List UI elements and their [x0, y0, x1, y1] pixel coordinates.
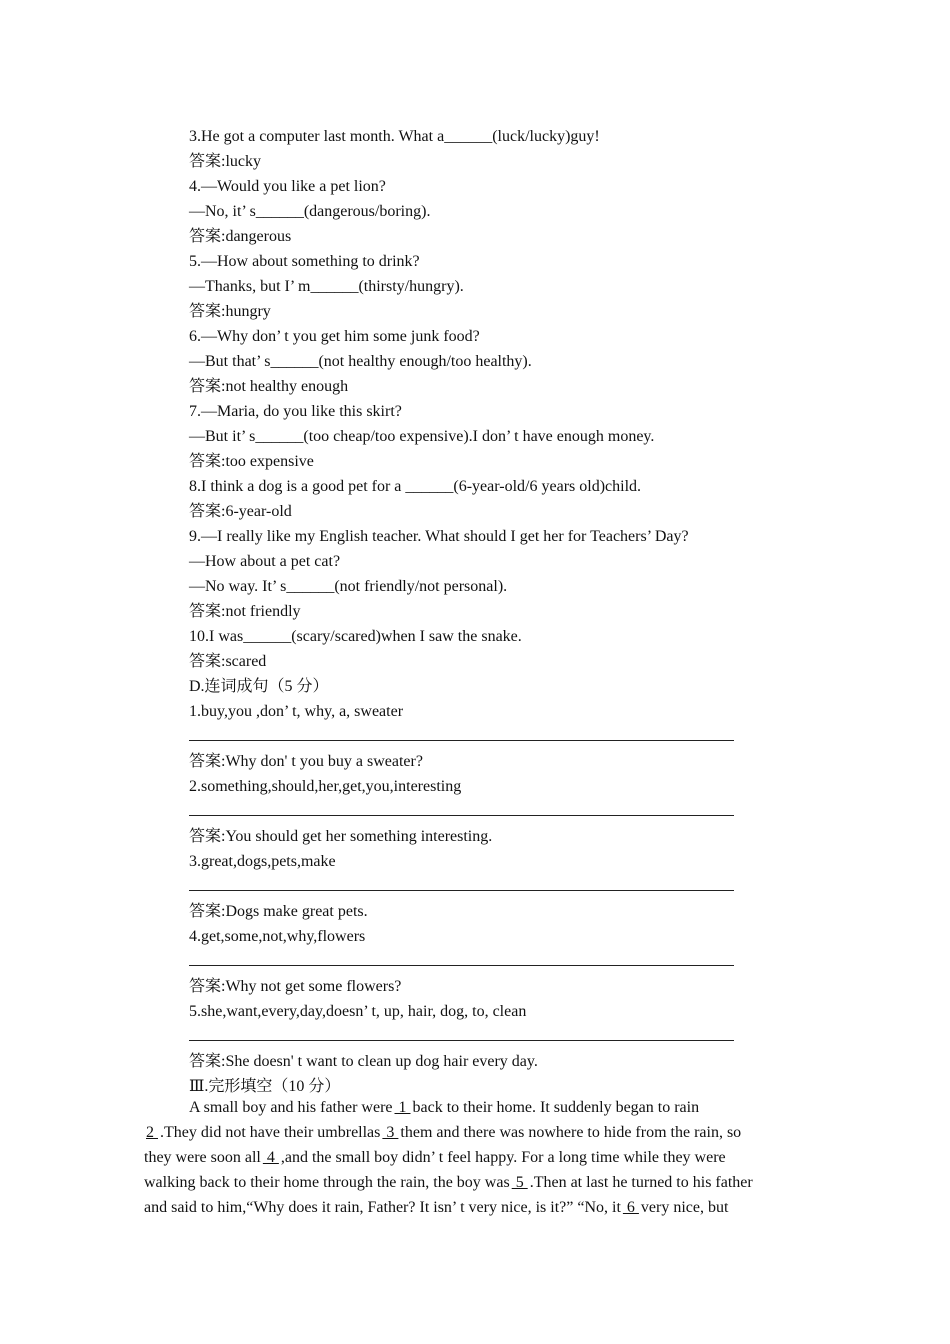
answer-line: 答案:not friendly: [189, 603, 301, 620]
underline-rule: [189, 740, 734, 741]
passage-text: very nice, but: [640, 1199, 729, 1216]
cloze-blank-1: 1: [394, 1099, 411, 1116]
question-line: —But it’ s______(too cheap/too expensive).I don’ t have enough money.: [189, 428, 655, 445]
question-line: 7.—Maria, do you like this skirt?: [189, 403, 402, 420]
answer-line: 答案:too expensive: [189, 453, 314, 470]
underline-rule: [189, 815, 734, 816]
answer-blank-line: [189, 724, 749, 749]
answer-line: 答案:Why don' t you buy a sweater?: [189, 753, 423, 770]
answer-line: 答案:scared: [189, 653, 267, 670]
passage-text: .Then at last he turned to his father: [529, 1174, 753, 1191]
cloze-passage: [144, 1095, 806, 1220]
answer-line: 答案:lucky: [189, 153, 261, 170]
word-order-prompt: 5.she,want,every,day,doesn’ t, up, hair, dog, to, clean: [189, 1003, 527, 1020]
cloze-blank-5: 5: [511, 1174, 528, 1191]
passage-line: [144, 1120, 806, 1145]
passage-text: they were soon all: [144, 1149, 261, 1166]
answer-line: 答案:not healthy enough: [189, 378, 349, 395]
answer-line: 答案:6-year-old: [189, 503, 292, 520]
passage-text: them and there was nowhere to hide from the rain, so: [400, 1124, 742, 1141]
passage-line: [144, 1170, 806, 1195]
passage-line: [144, 1195, 806, 1220]
answer-blank-line: [189, 1024, 749, 1049]
question-line: 3.He got a computer last month. What a______(luck/lucky)guy!: [189, 128, 600, 145]
question-line: 4.—Would you like a pet lion?: [189, 178, 386, 195]
question-line: —Thanks, but I’ m______(thirsty/hungry).: [189, 278, 464, 295]
answer-line: 答案:Why not get some flowers?: [189, 978, 402, 995]
passage-text: ,and the small boy didn’ t feel happy. For a long time while they were: [280, 1149, 726, 1166]
underline-rule: [189, 965, 734, 966]
section-c-exercises: [189, 124, 749, 1099]
question-line: —How about a pet cat?: [189, 553, 341, 570]
passage-text: walking back to their home through the rain, the boy was: [144, 1174, 510, 1191]
word-order-prompt: 3.great,dogs,pets,make: [189, 853, 336, 870]
answer-line: 答案:She doesn' t want to clean up dog hair every day.: [189, 1053, 538, 1070]
answer-line: 答案:You should get her something interesting.: [189, 828, 493, 845]
answer-blank-line: [189, 799, 749, 824]
underline-rule: [189, 1040, 734, 1041]
question-line: 6.—Why don’ t you get him some junk food?: [189, 328, 480, 345]
question-line: 10.I was______(scary/scared)when I saw the snake.: [189, 628, 522, 645]
answer-blank-line: [189, 874, 749, 899]
question-line: —No, it’ s______(dangerous/boring).: [189, 203, 431, 220]
passage-line: [144, 1095, 806, 1120]
cloze-blank-3: 3: [382, 1124, 399, 1141]
passage-text: .They did not have their umbrellas: [160, 1124, 381, 1141]
passage-text: and said to him,“Why does it rain, Father? It isn’ t very nice, is it?” “No, it: [144, 1199, 621, 1216]
answer-line: 答案:dangerous: [189, 228, 292, 245]
cloze-blank-6: 6: [622, 1199, 639, 1216]
answer-line: 答案:hungry: [189, 303, 271, 320]
cloze-blank-2: 2: [146, 1124, 158, 1141]
question-line: —No way. It’ s______(not friendly/not personal).: [189, 578, 508, 595]
word-order-prompt: 1.buy,you ,don’ t, why, a, sweater: [189, 703, 404, 720]
word-order-prompt: 2.something,should,her,get,you,interesting: [189, 778, 462, 795]
section-iii-heading: Ⅲ.完形填空（10 分）: [189, 1078, 341, 1095]
section-d-heading: D.连词成句（5 分）: [189, 678, 329, 695]
word-order-prompt: 4.get,some,not,why,flowers: [189, 928, 366, 945]
question-line: 8.I think a dog is a good pet for a ______(6-year-old/6 years old)child.: [189, 478, 642, 495]
passage-line: [144, 1145, 806, 1170]
question-line: 9.—I really like my English teacher. What should I get her for Teachers’ Day?: [189, 528, 689, 545]
underline-rule: [189, 890, 734, 891]
passage-text: A small boy and his father were: [189, 1099, 393, 1116]
answer-blank-line: [189, 949, 749, 974]
answer-line: 答案:Dogs make great pets.: [189, 903, 368, 920]
cloze-blank-4: 4: [262, 1149, 279, 1166]
question-line: —But that’ s______(not healthy enough/too healthy).: [189, 353, 532, 370]
question-line: 5.—How about something to drink?: [189, 253, 420, 270]
passage-text: back to their home. It suddenly began to rain: [412, 1099, 700, 1116]
